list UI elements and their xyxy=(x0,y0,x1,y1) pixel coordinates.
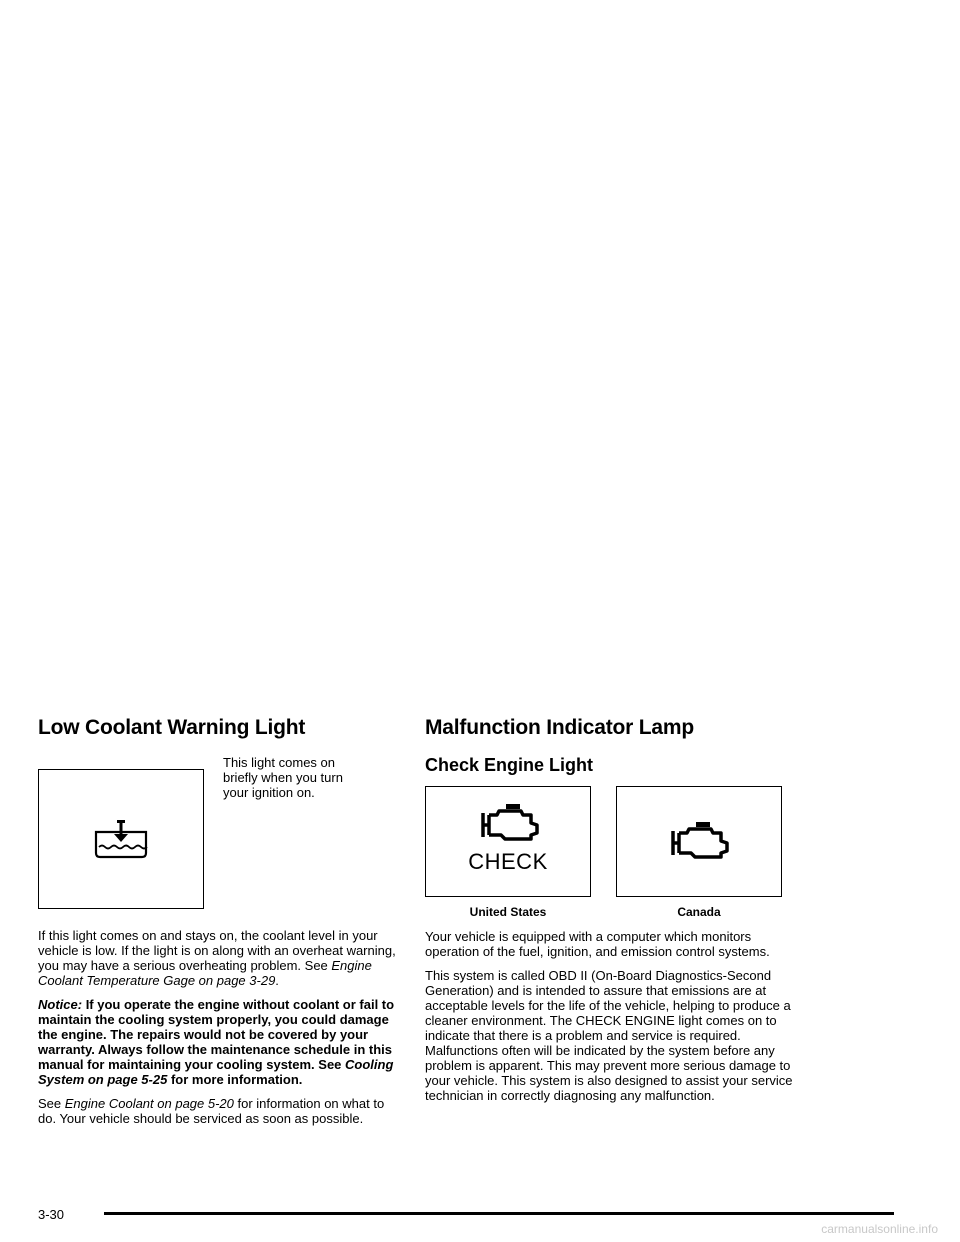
left-column xyxy=(38,716,400,1135)
obd-paragraph-1: Your vehicle is equipped with a computer which monitors operation of the fuel, ignition, and emission control systems. xyxy=(425,929,770,959)
intro-line: briefly when you turn xyxy=(223,770,343,785)
check-engine-lamps xyxy=(425,786,795,919)
coolant-intro-text xyxy=(223,755,363,800)
notice-paragraph: Notice: If you operate the engine without coolant or fail to maintain the cooling system properly, you could damage the engine. The repairs would not be covered by your warranty. Always follow the maintenance schedule in this manual for maintaining your cooling system. See Cooling System on page 5-25 for more information. xyxy=(38,997,395,1087)
coolant-service-paragraph: See Engine Coolant on page 5-20 for information on what to do. Your vehicle should be serviced as soon as possible. xyxy=(38,1096,385,1126)
engine-icon xyxy=(669,821,733,863)
subsection-title-check-engine: Check Engine Light xyxy=(425,755,594,775)
right-column xyxy=(425,716,795,1112)
engine-icon xyxy=(479,803,543,845)
lamp-canada xyxy=(616,786,782,919)
coolant-intro xyxy=(38,755,400,909)
watermark: carmanualsonline.info xyxy=(821,1222,938,1236)
lamp-united-states xyxy=(425,786,591,919)
check-label: CHECK xyxy=(468,849,548,874)
intro-line: This light comes on xyxy=(223,755,335,770)
check-engine-box-us xyxy=(425,786,591,897)
section-title-malfunction-lamp: Malfunction Indicator Lamp xyxy=(425,716,694,739)
obd-paragraph-2: This system is called OBD II (On-Board Diagnostics-Second Generation) and is intended to assure that emissions are at acceptable levels for the life of the vehicle, helping to produce a cleaner environment. The CHECK ENGINE light comes on to indicate that there is a problem and service is required. Malfunctions often will be indicated by the system before any problem is apparent. This may prevent more serious damage to your vehicle. This system is also designed to assist your service technician in correctly diagnosing any malfunction. xyxy=(425,968,793,1103)
coolant-level-icon xyxy=(90,820,152,860)
link-cooling-system[interactable]: Cooling System on page 5-25 xyxy=(38,1057,394,1087)
section-title-low-coolant: Low Coolant Warning Light xyxy=(38,716,306,739)
page-number: 3-30 xyxy=(38,1207,65,1222)
lamp-caption: United States xyxy=(469,905,547,919)
notice-label: Notice: xyxy=(38,997,83,1012)
coolant-paragraph: If this light comes on and stays on, the coolant level in your vehicle is low. If the light is on along with an overheat warning, you may have a serious overheating problem. See Engine Coolant Temperature Gage on page 3-29. xyxy=(38,928,396,988)
link-coolant-temp-gage[interactable]: Engine Coolant Temperature Gage on page 3-29 xyxy=(38,958,372,988)
lamp-caption: Canada xyxy=(677,905,721,919)
intro-line: your ignition on. xyxy=(223,785,315,800)
link-engine-coolant[interactable]: Engine Coolant on page 5-20 xyxy=(64,1096,234,1111)
check-engine-box-canada xyxy=(616,786,782,897)
coolant-warning-light-box xyxy=(38,769,204,909)
footer-divider xyxy=(104,1212,894,1215)
